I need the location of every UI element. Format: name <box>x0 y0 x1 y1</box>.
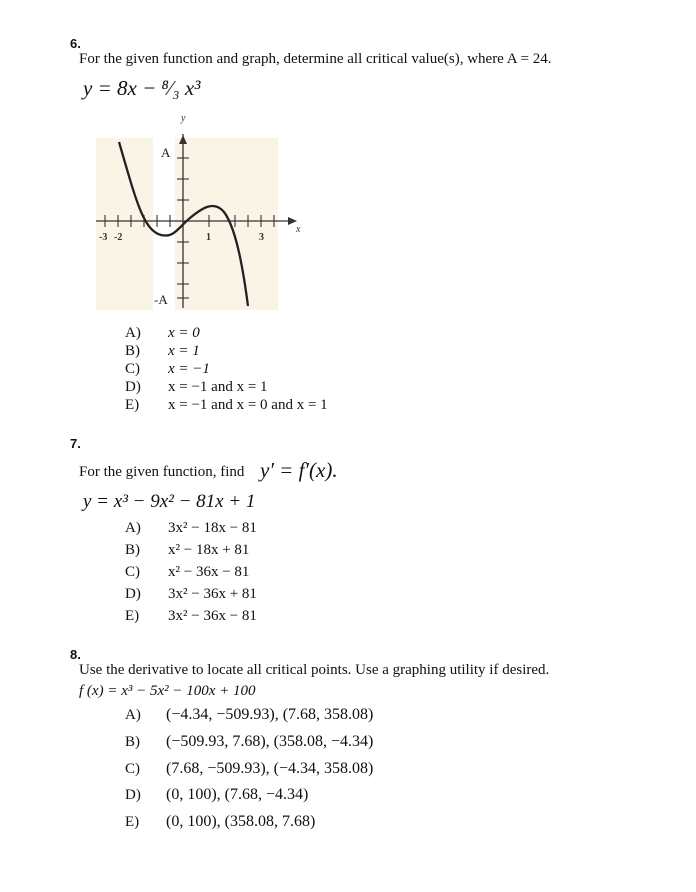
option-letter: D) <box>125 586 141 602</box>
option-value: x = −1 <box>168 361 210 377</box>
graph-gap <box>153 138 175 310</box>
option-value: x² − 36x − 81 <box>168 564 250 580</box>
question-6-equation: y = 8x − ⁸⁄₃ x³ <box>83 76 201 100</box>
question-8-prompt: Use the derivative to locate all critical points. Use a graphing utility if desired. <box>79 662 550 678</box>
option-value: (0, 100), (358.08, 7.68) <box>166 813 316 830</box>
option-letter: B) <box>125 734 140 750</box>
option-value: 3x² − 18x − 81 <box>168 520 257 536</box>
option-letter: D) <box>125 379 141 395</box>
x-tick-label-neg3: -3 <box>99 232 108 243</box>
question-7-number: 7. <box>70 436 81 451</box>
option-value: x = −1 and x = 1 <box>168 379 268 395</box>
question-8-number: 8. <box>70 647 81 662</box>
question-7-derivative-notation: y′ = f′(x). <box>260 458 338 482</box>
option-value: (0, 100), (7.68, −4.34) <box>166 786 309 803</box>
option-letter: C) <box>125 564 140 580</box>
option-letter: A) <box>125 520 141 536</box>
x-axis-label: x <box>296 224 301 235</box>
question-6-number: 6. <box>70 36 81 51</box>
x-tick-label-neg2: -2 <box>114 232 123 243</box>
option-letter: E) <box>125 397 140 413</box>
option-value: x² − 18x + 81 <box>168 542 250 558</box>
option-letter: C) <box>125 761 140 777</box>
option-letter: B) <box>125 343 140 359</box>
option-value: (7.68, −509.93), (−4.34, 358.08) <box>166 760 374 777</box>
question-7-equation: y = x³ − 9x² − 81x + 1 <box>83 491 256 512</box>
option-letter: E) <box>125 814 140 830</box>
question-6-prompt: For the given function and graph, determine all critical value(s), where A = 24. <box>79 51 552 67</box>
option-letter: C) <box>125 361 140 377</box>
top-tick-label: A <box>161 145 171 160</box>
y-axis-label: y <box>181 113 186 124</box>
option-letter: E) <box>125 608 140 624</box>
x-tick-label-3: 3 <box>259 232 264 243</box>
option-value: (−509.93, 7.68), (358.08, −4.34) <box>166 733 374 750</box>
option-value: x = 1 <box>168 343 200 359</box>
question-8-equation: f (x) = x³ − 5x² − 100x + 100 <box>79 683 256 699</box>
option-value: 3x² − 36x − 81 <box>168 608 257 624</box>
option-letter: B) <box>125 542 140 558</box>
option-value: x = 0 <box>168 325 200 341</box>
option-letter: D) <box>125 787 141 803</box>
question-7-prompt: For the given function, find <box>79 464 245 480</box>
option-value: (−4.34, −509.93), (7.68, 358.08) <box>166 706 374 723</box>
option-letter: A) <box>125 707 141 723</box>
option-value: 3x² − 36x + 81 <box>168 586 257 602</box>
option-value: x = −1 and x = 0 and x = 1 <box>168 397 328 413</box>
function-graph <box>88 108 308 318</box>
bottom-tick-label: -A <box>154 292 168 307</box>
x-tick-label-1: 1 <box>206 232 211 243</box>
option-letter: A) <box>125 325 141 341</box>
